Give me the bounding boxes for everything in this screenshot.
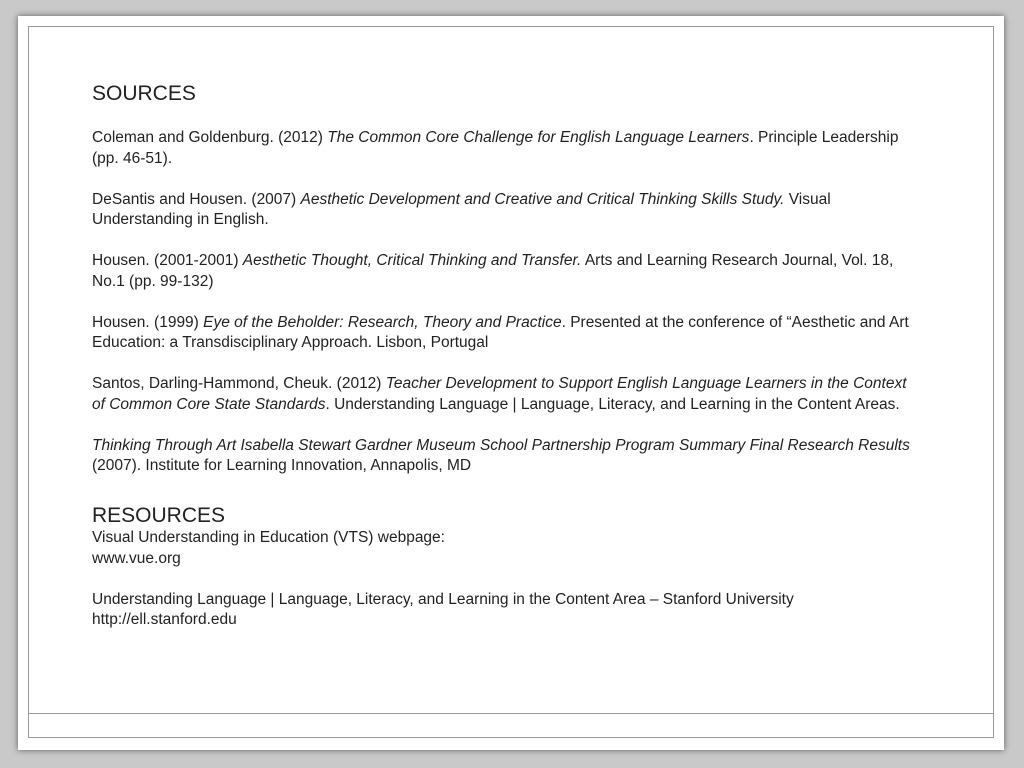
- resource-item: [92, 528, 922, 569]
- source-title: Aesthetic Development and Creative and Critical Thinking Skills Study.: [300, 190, 785, 208]
- source-entry: [92, 190, 922, 231]
- source-title: Teacher Development to Support English Language Learners in the Context of Common Core State Standards: [92, 375, 907, 413]
- slide: [18, 16, 1004, 750]
- source-publication: . Principle Leadership (pp. 46-51).: [92, 129, 899, 167]
- resource-url: http://ell.stanford.edu: [92, 611, 237, 629]
- resources-heading: RESOURCES: [92, 504, 226, 528]
- source-entry: [92, 128, 922, 169]
- source-publication: Visual Understanding in English.: [92, 190, 831, 229]
- resource-url: www.vue.org: [92, 549, 181, 567]
- source-title: Thinking Through Art Isabella Stewart Gardner Museum School Partnership Program Summary Final Research Results: [92, 436, 910, 454]
- source-author: DeSantis and Housen. (2007): [92, 190, 301, 208]
- source-publication: . Presented at the conference of “Aesthetic and Art Education: a Transdisciplinary Approach. Lisbon, Portugal: [92, 313, 909, 352]
- footer-divider: [28, 713, 994, 714]
- source-title: Aesthetic Thought, Critical Thinking and Transfer.: [242, 252, 582, 270]
- source-entry: [92, 374, 922, 415]
- source-entry: [92, 251, 922, 292]
- source-entry: [92, 313, 922, 354]
- source-title: Eye of the Beholder: Research, Theory and Practice: [203, 313, 562, 331]
- source-author: Coleman and Goldenburg. (2012): [92, 129, 328, 146]
- source-title: The Common Core Challenge for English Language Learners: [327, 129, 750, 146]
- source-publication: . Understanding Language | Language, Literacy, and Learning in the Content Areas.: [325, 395, 900, 413]
- source-publication: (2007). Institute for Learning Innovation, Annapolis, MD: [92, 457, 472, 475]
- source-author: Santos, Darling-Hammond, Cheuk. (2012): [92, 375, 386, 393]
- slide-content: [92, 82, 922, 652]
- source-publication: Arts and Learning Research Journal, Vol. 18, No.1 (pp. 99-132): [92, 252, 894, 290]
- source-author: Housen. (2001-2001): [92, 252, 243, 270]
- source-author: Housen. (1999): [92, 313, 204, 331]
- resource-item: [92, 590, 922, 631]
- resource-label: Understanding Language | Language, Literacy, and Learning in the Content Area – Stanford University: [92, 590, 794, 608]
- sources-heading: SOURCES: [92, 82, 196, 105]
- source-entry: [92, 436, 922, 477]
- resource-label: Visual Understanding in Education (VTS) webpage:: [92, 529, 445, 547]
